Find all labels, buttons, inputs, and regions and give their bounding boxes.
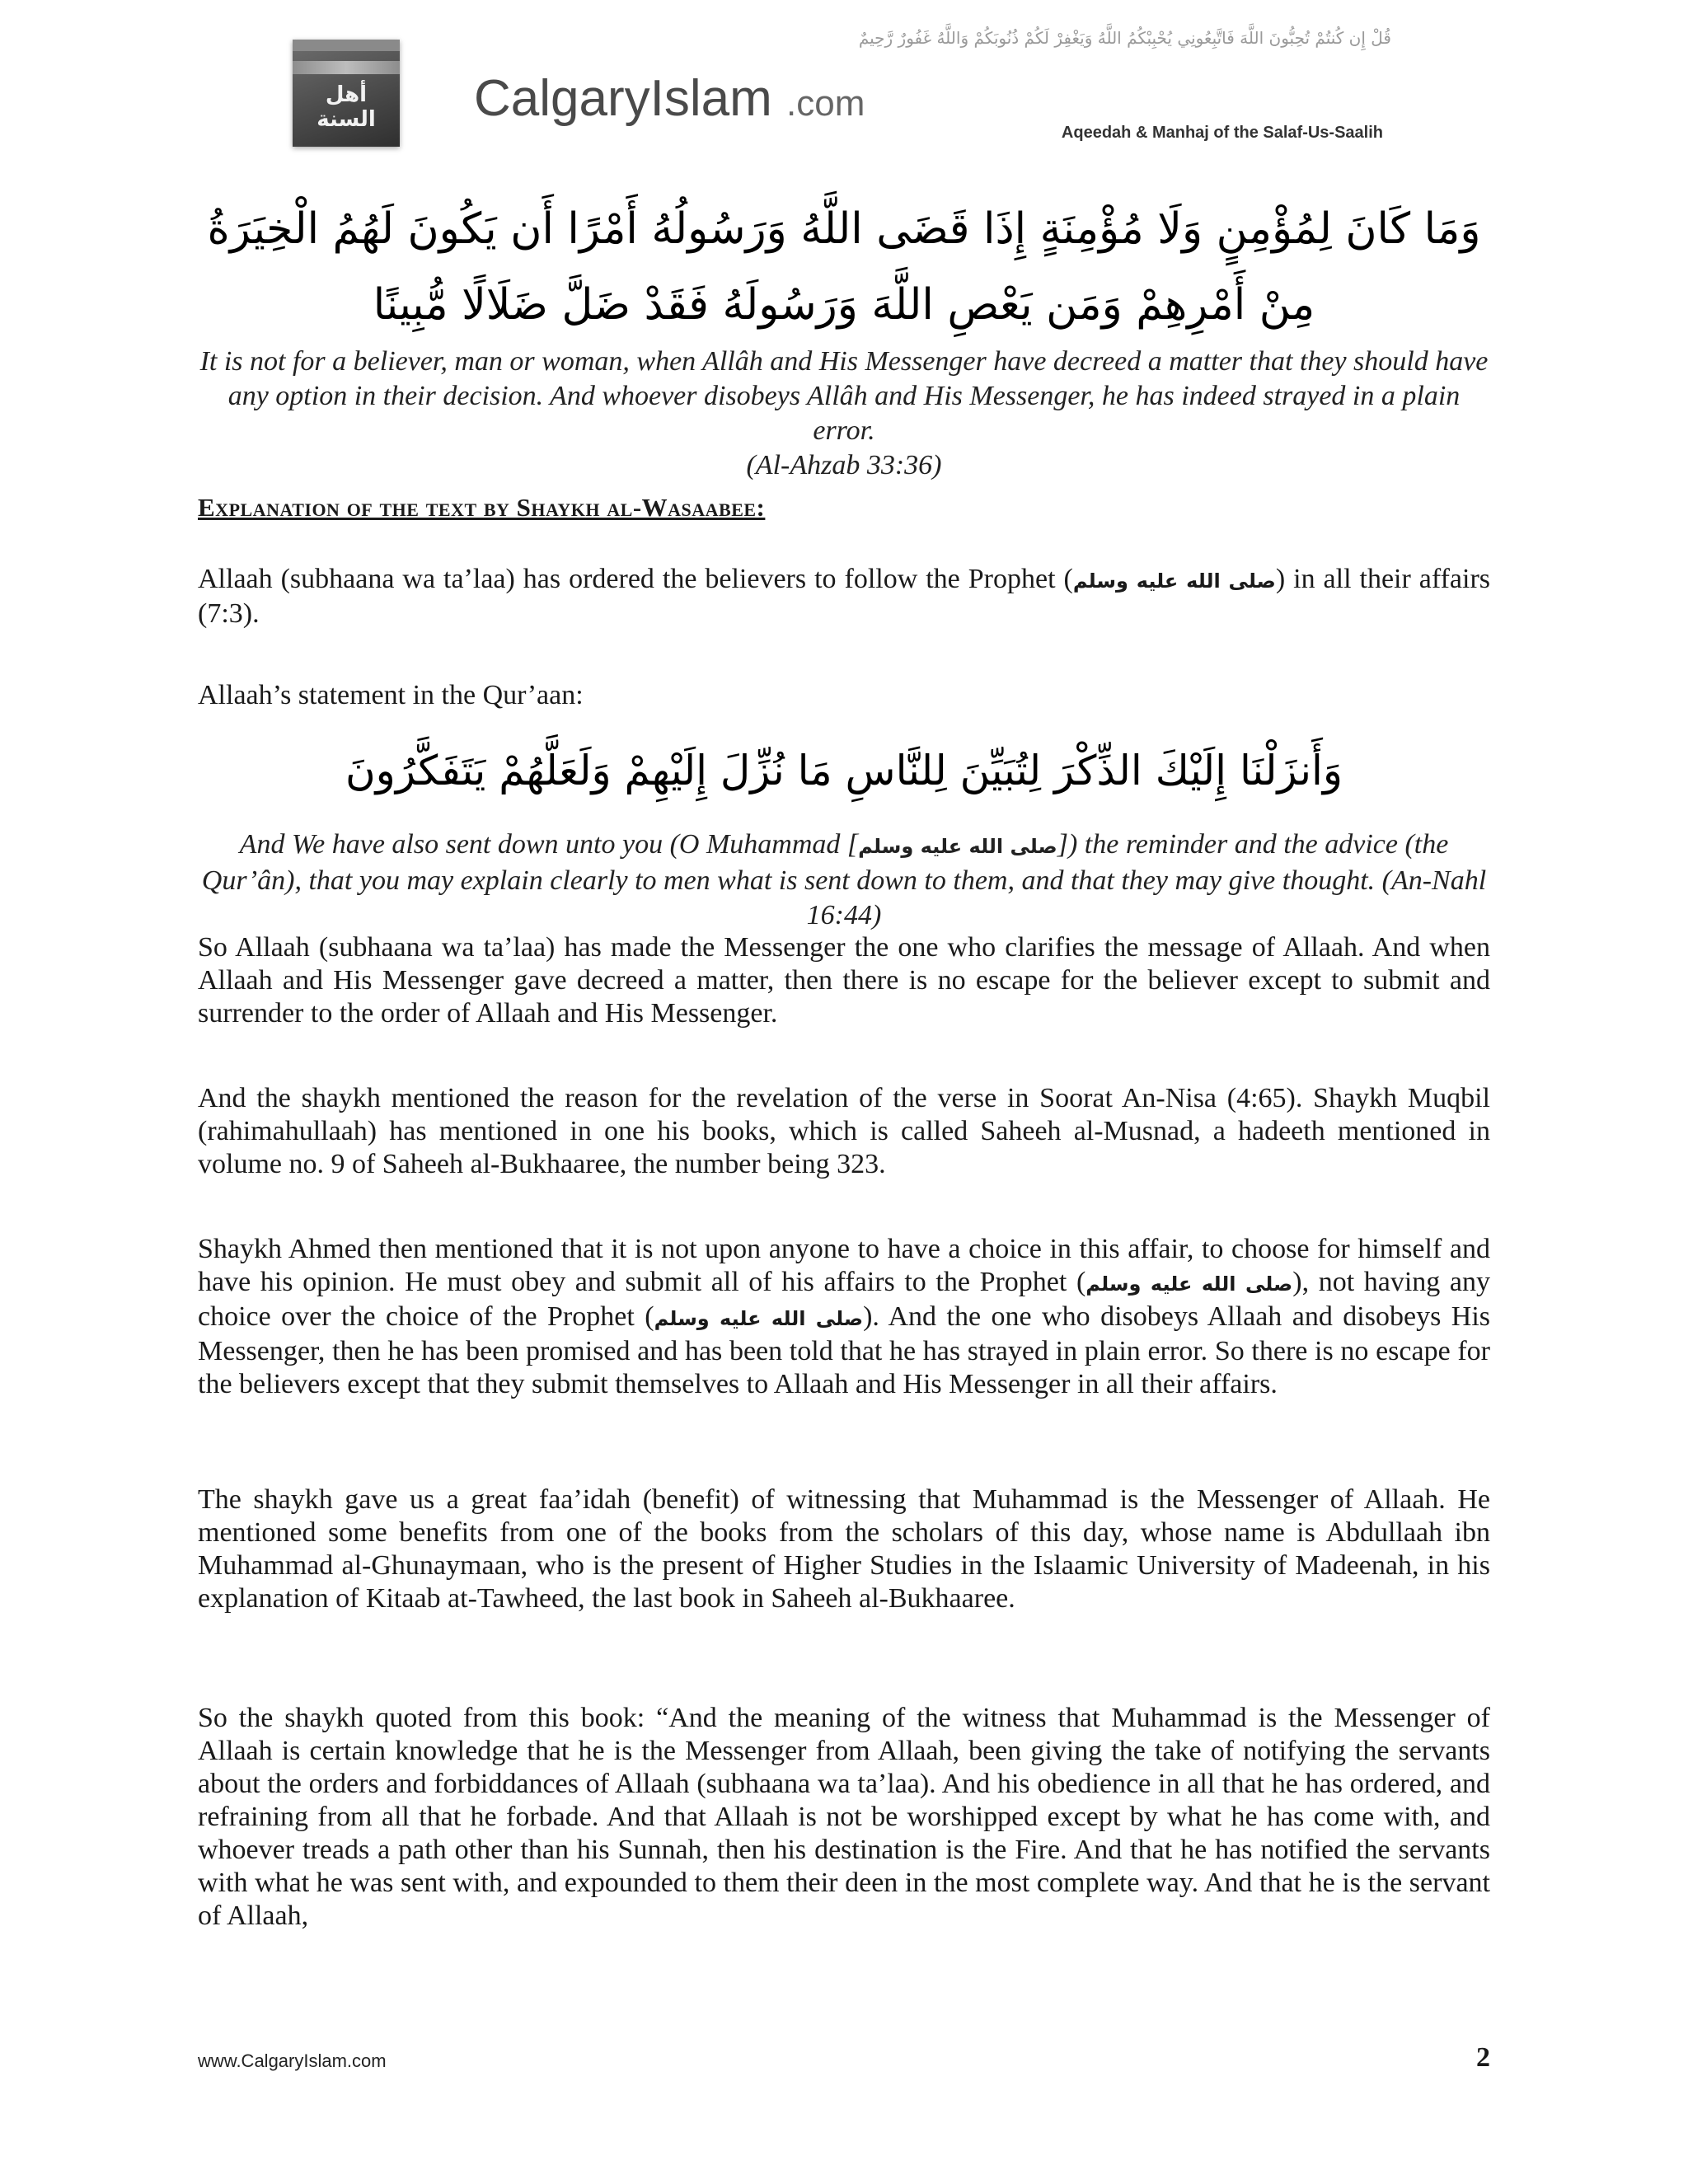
- verse-2-translation-a: And We have also sent down unto you (O Muhammad [: [239, 829, 859, 860]
- site-logo: [293, 40, 400, 147]
- paragraph-1-text-b: ) in all their affairs (7:3).: [198, 564, 1490, 629]
- verse-1-translation: [198, 344, 1490, 483]
- paragraph-5-text-b: ), not having any choice over the choice of the Prophet (: [198, 1267, 1491, 1332]
- header-tagline: Aqeedah & Manhaj of the Salaf-Us-Saalih: [1061, 124, 1383, 142]
- verse-2-translation: [198, 827, 1490, 933]
- paragraph-1: [198, 563, 1490, 630]
- salutation-text: صلى الله عليه وسلم: [858, 835, 1057, 858]
- logo-kaaba-top: [293, 40, 400, 51]
- paragraph-5-text-c: ). And the one who disobeys Allaah and disobeys His Messenger, then he has been promised and has been told that he has strayed in plain error. So there is no escape for the believers except that they submit themselves to Allaah and His Messenger in all their affairs.: [198, 1301, 1490, 1399]
- arabic-verse-1: وَمَا كَانَ لِمُؤْمِنٍ وَلَا مُؤْمِنَةٍ إِذَا قَضَى اللَّهُ وَرَسُولُهُ أَمْرًا أَن يَكُونَ لَهُمُ الْخِيَرَةُ مِنْ أَمْرِهِمْ وَمَن يَعْصِ اللَّهَ وَرَسُولَهُ فَقَدْ ضَلَّ ضَلَالًا مُّبِينًا: [207, 204, 1481, 330]
- site-name-main: CalgaryIslam: [474, 70, 772, 127]
- logo-text: أهل السنة: [316, 82, 376, 132]
- logo-kaaba-band: [293, 61, 400, 74]
- paragraph-2: Allaah’s statement in the Qur’aan:: [198, 680, 584, 710]
- paragraph-7: So the shaykh quoted from this book: “And the meaning of the witness that Muhammad is the Messenger of Allaah is certain knowledge that he is the Messenger from Allaah, been giving the take of notifying the servants about the orders and forbiddances of Allaah (subhaana wa ta’laa). And his obedience in all that he has ordered, and refraining from all that he forbade. And that Allaah is not be worshipped except by what he has come with, and whoever treads a path other than his Sunnah, then his destination is the Fire. And that he has notified the servants with what he was sent with, and expounded to them their deen in the most complete way. And that he is the servant of Allaah,: [198, 1703, 1490, 1931]
- paragraph-6: The shaykh gave us a great faa’idah (benefit) of witnessing that Muhammad is the Messenger of Allaah. He mentioned some benefits from one of the books from the scholars of this day, whose name is Abdullaah ibn Muhammad al-Ghunaymaan, who is the present of Higher Studies in the Islaamic University of Madeenah, in his explanation of Kitaab at-Tawheed, the last book in Saheeh al-Bukhaaree.: [198, 1484, 1490, 1614]
- arabic-verse-2: وَأَنزَلْنَا إِلَيْكَ الذِّكْرَ لِتُبَيِّنَ لِلنَّاسِ مَا نُزِّلَ إِلَيْهِمْ وَلَعَلَّهُمْ يَتَفَكَّرُونَ: [345, 747, 1343, 794]
- verse-1-reference: (Al-Ahzab 33:36): [746, 450, 942, 480]
- paragraph-1-text-a: Allaah (subhaana wa ta’laa) has ordered the believers to follow the Prophet (: [198, 564, 1073, 594]
- section-heading: Explanation of the text by Shaykh al-Wasaabee:: [198, 493, 766, 522]
- page-number: 2: [1476, 2042, 1490, 2073]
- paragraph-4: And the shaykh mentioned the reason for the revelation of the verse in Soorat An-Nisa (4:65). Shaykh Muqbil (rahimahullaah) has mentioned in one his books, which is called Saheeh al-Musnad, a hadeeth mentioned in volume no. 9 of Saheeh al-Bukhaaree, the number being 323.: [198, 1083, 1490, 1179]
- paragraph-5: [198, 1233, 1490, 1401]
- paragraph-5-text-a: Shaykh Ahmed then mentioned that it is not upon anyone to have a choice in this affair, to choose for himself and have his opinion. He must obey and submit all of his affairs to the Prophet (: [198, 1234, 1490, 1297]
- header-verse: قُلْ إِن كُنتُمْ تُحِبُّونَ اللَّهَ فَاتَّبِعُونِي يُحْبِبْكُمُ اللَّهُ وَيَغْفِرْ لَكُمْ ذُنُوبَكُمْ وَاللَّهُ غَفُورٌ رَّحِيمٌ: [858, 28, 1391, 48]
- site-name-tld: .com: [786, 83, 865, 124]
- salutation-text: صلى الله عليه وسلم: [1085, 1272, 1293, 1296]
- footer-url-link[interactable]: www.CalgaryIslam.com: [198, 2050, 387, 2071]
- site-name[interactable]: [474, 69, 865, 128]
- verse-2-translation-b: ]) the reminder and the advice (the Qur’ân), that you may explain clearly to men what is sent down to them, and that they may give thought. (An-Nahl 16:44): [201, 829, 1487, 930]
- salutation-text: صلى الله عليه وسلم: [654, 1307, 864, 1330]
- salutation-text: صلى الله عليه وسلم: [1072, 569, 1276, 593]
- verse-1-translation-text: It is not for a believer, man or woman, when Allâh and His Messenger have decreed a matter that they should have any option in their decision. And whoever disobeys Allâh and His Messenger, he has indeed strayed in a plain error.: [199, 346, 1489, 446]
- paragraph-3: So Allaah (subhaana wa ta’laa) has made the Messenger the one who clarifies the message of Allaah. And when Allaah and His Messenger gave decreed a matter, then there is no escape for the believer except to submit and surrender to the order of Allaah and His Messenger.: [198, 932, 1490, 1029]
